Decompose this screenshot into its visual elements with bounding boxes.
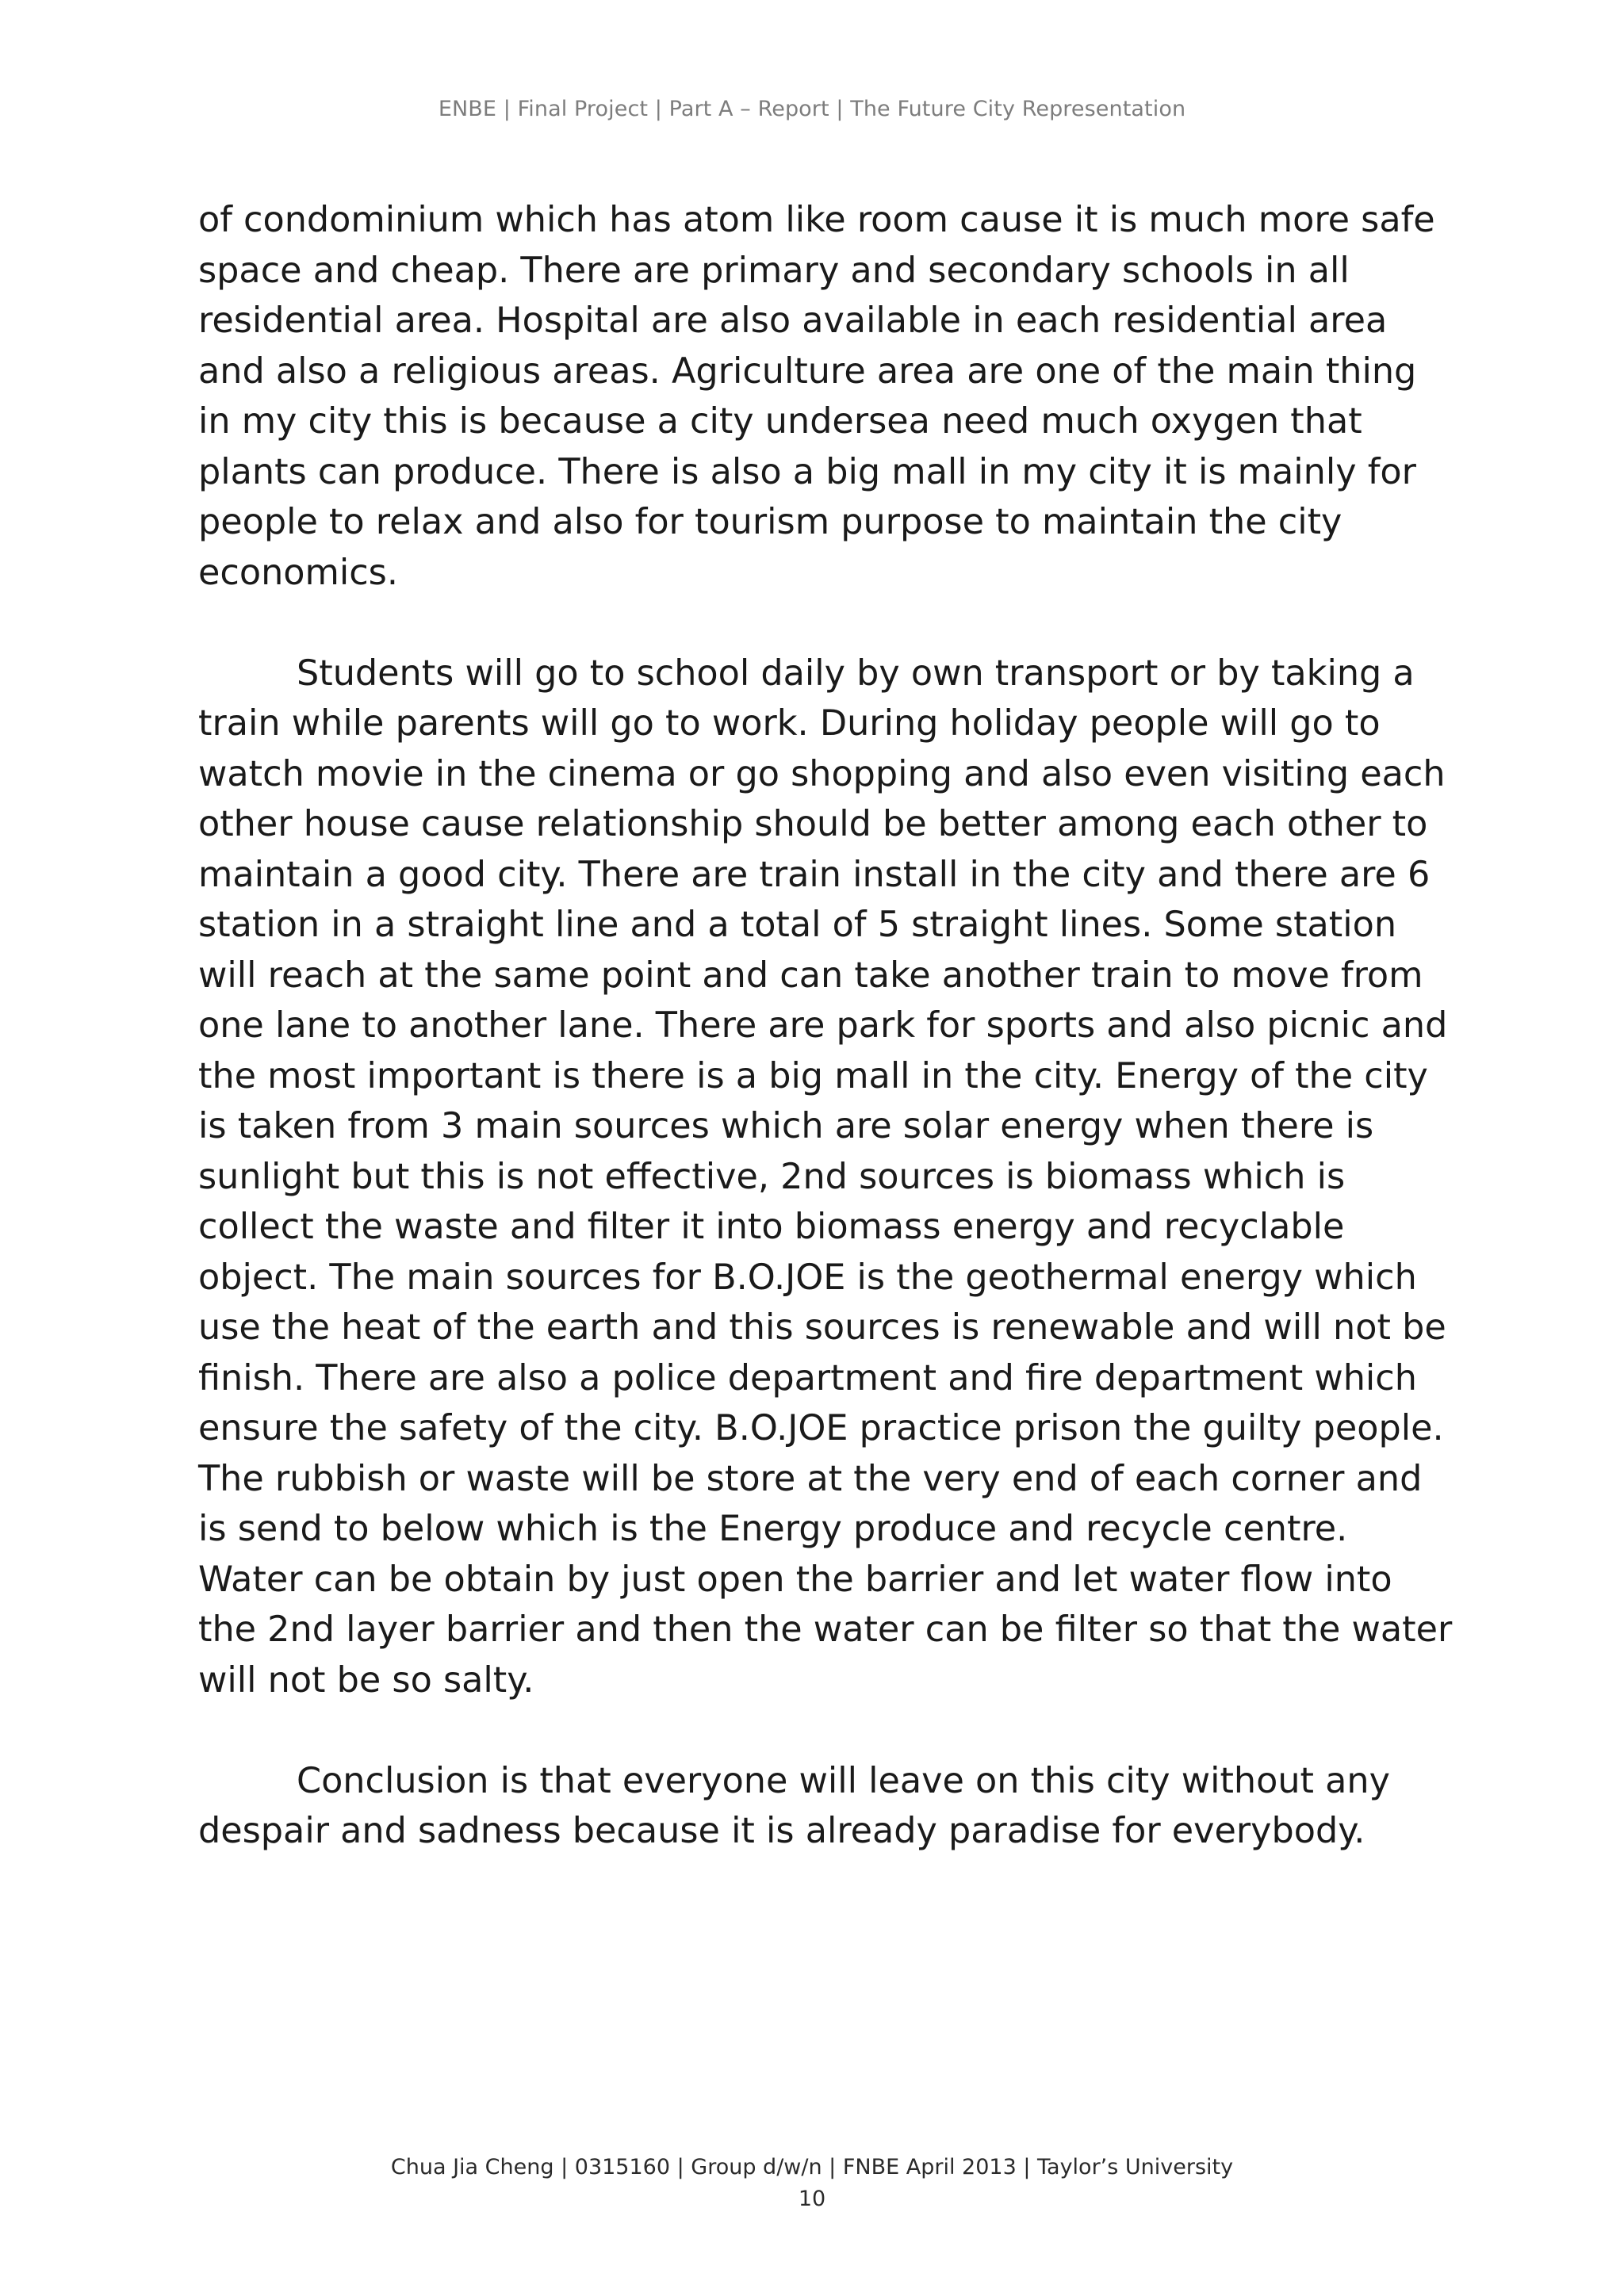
page-number: 10 xyxy=(798,2187,826,2211)
page-footer xyxy=(0,2152,1624,2215)
footer-text: Chua Jia Cheng | 0315160 | Group d/w/n | FNBE April 2013 | Taylor’s University xyxy=(390,2155,1234,2179)
paragraph-2: Students will go to school daily by own transport or by taking a train while parents will go to work. During holiday people will go to watch movie in the cinema or go shopping and also even visiting each other house cause relationship should be better among each other to maintain a good city. There are train install in the city and there are 6 station in a straight line and a total of 5 straight lines. Some station will reach at the same point and can take another train to move from one lane to another lane. There are park for sports and also picnic and the most important is there is a big mall in the city. Energy of the city is taken from 3 main sources which are solar energy when there is sunlight but this is not effective, 2nd sources is biomass which is collect the waste and filter it into biomass energy and recyclable object. The main sources for B.O.JOE is the geothermal energy which use the heat of the earth and this sources is renewable and will not be finish. There are also a police department and fire department which ensure the safety of the city. B.O.JOE practice prison the guilty people. The rubbish or waste will be store at the very end of each corner and is send to below which is the Energy produce and recycle centre. Water can be obtain by just open the barrier and let water flow into the 2nd layer barrier and then the water can be filter so that the water will not be so salty. xyxy=(198,652,1453,1701)
paragraph-1: of condominium which has atom like room cause it is much more safe space and cheap. There are primary and secondary schools in all residential area. Hospital are also available in each residential area and also a religious areas. Agriculture area are one of the main thing in my city this is because a city undersea need much oxygen that plants can produce. There is also a big mall in my city it is mainly for people to relax and also for tourism purpose to maintain the city economics. xyxy=(198,200,1435,593)
document-body xyxy=(198,195,1459,1907)
paragraph-3: Conclusion is that everyone will leave on this city without any despair and sadness because it is already paradise for everybody. xyxy=(198,1760,1390,1851)
page-header: ENBE | Final Project | Part A – Report | The Future City Representation xyxy=(438,97,1186,121)
